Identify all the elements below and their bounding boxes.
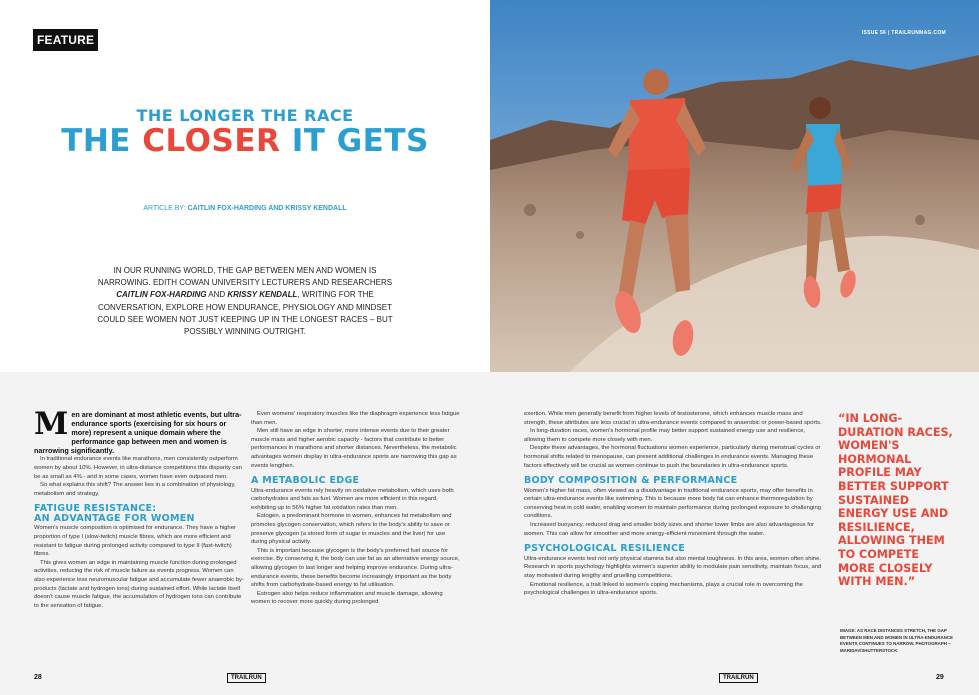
page-number-left: 28 bbox=[34, 674, 42, 681]
body-paragraph: Even womens' respiratory muscles like the diaphragm experience less fatigue than men. bbox=[251, 411, 460, 426]
brand-logo-right: TRAILRUN bbox=[719, 673, 758, 683]
body-paragraph: This is important because glycogen is the body's preferred fuel source for exercise. By conserving it, the body can use fat as an alternative energy source, allowing glycogen to last longer and helping improve endurance. During ultra-endurance events, these benefits become increasingly important as the body shifts from carbohydrate-based energy to fat utilisation. bbox=[251, 547, 460, 589]
body-paragraph: Women's higher fat mass, often viewed as a disadvantage in traditional endurance sports, may offer benefits in certain ultra-endurance events like swimming. This is because more body fat can enhance thermoregulation by conserving heat in cold water, enabling women to maintain performance during prolonged exposure to challenging conditions. bbox=[524, 487, 822, 520]
lead-paragraph bbox=[34, 406, 244, 456]
body-paragraph: Ultra-endurance events test not only physical stamina but also mental toughness. In this area, women often shine. Research in sports psychology highlights women's superior ability to modulate pain sensitivity, maintain focus, and stay motivated during lengthy and gruelling competitions. bbox=[524, 555, 822, 579]
body-paragraph: Women's muscle composition is optimised for endurance. They have a higher proportion of type I (slow-twitch) muscle fibres, which are more efficient and resistant to fatigue during prolonged activity compared to type II (fast-twitch) fibres. bbox=[34, 525, 236, 558]
byline-authors: CAITLIN FOX-HARDING AND KRISSY KENDALL bbox=[187, 205, 347, 212]
body-paragraph: In long-duration races, women's hormonal profile may better support sustained energy use and resilience, allowing them to compete more closely with men. bbox=[524, 428, 806, 443]
intro-author-1: CAITLIN FOX-HARDING bbox=[116, 290, 207, 300]
runners-illustration bbox=[490, 0, 979, 372]
subheading-metabolic: A METABOLIC EDGE bbox=[251, 475, 360, 487]
column-1 bbox=[34, 406, 244, 610]
body-paragraph: Increased buoyancy, reduced drag and smaller body sizes and shorter lower limbs are also advantageous for women. This can allow for smoother and more energy-efficient movement through the water. bbox=[524, 522, 815, 537]
pull-quote: “IN LONG-DURATION RACES, WOMEN'S HORMONAL PROFILE MAY BETTER SUPPORT SUSTAINED ENERGY USE AND RESILIENCE, ALLOWING THEM TO COMPETE MORE CLOSELY WITH MEN.” bbox=[838, 412, 953, 589]
intro-part-3: , WRITING FOR THE CONVERSATION, EXPLORE HOW ENDURANCE, PHYSIOLOGY AND MINDSET COULD SEE WOMEN NOT JUST KEEPING UP IN THE LONGEST RACES – BUT POSSIBLY WINNING OUTRIGHT. bbox=[97, 290, 393, 337]
body-paragraph: In traditional endurance events like marathons, men consistently outperform women by about 10%. However, in ultra-distance competitions this disparity can be as small as 4% - and in some cases, women have even outpaced men. bbox=[34, 456, 242, 480]
subheading-body-composition: BODY COMPOSITION & PERFORMANCE bbox=[524, 475, 738, 487]
body-paragraph: exertion. While men generally benefit from higher levels of testosterone, which enhances muscle mass and strength, these attributes are less crucial in ultra-endurance events compared to anaerobic or power-based sports. bbox=[524, 411, 822, 426]
subheading-fatigue bbox=[34, 504, 244, 523]
title-word-the: THE bbox=[61, 123, 131, 159]
body-paragraph: Estogen, a predominant hormone in women, enhances fat metabolism and promotes glycogen conservation, which refers to the body's ability to save or preserve glycogen (a stored form of sugar in muscles and the liver) for use during physical activity. bbox=[251, 513, 452, 546]
lead-text: en are dominant at most athletic events, but ultra-endurance sports (exercising for six hours or more) represent a unique domain where the performance gap between men and women is narrowing significantly. bbox=[34, 410, 242, 456]
photo-caption: IMAGE: AS RACE DISTANCES STRETCH, THE GAP BETWEEN MEN AND WOMEN IN ULTRA-ENDURANCE EVENTS CONTINUES TO NARROW. PHOTOGRAPH – MARIDAV/SHUTTERSTOCK bbox=[840, 628, 953, 653]
subheading-fatigue-line-1: FATIGUE RESISTANCE: bbox=[34, 503, 157, 515]
byline-label: ARTICLE BY: bbox=[143, 205, 186, 212]
body-paragraph: Men still have an edge in shorter, more intense events due to their greater muscle mass and higher aerobic capacity - factors that contribute to better performances in marathons and shorter distances. Nevertheless, the metabolic advantages women display in ultra-endurance sports are narrowing this gap as events lengthen. bbox=[251, 428, 457, 469]
body-paragraph: This gives women an edge in maintaining muscle function during prolonged activities, reducing the risk of muscle failure as events progress. Women can also experience less neuromuscular fatigue and accumulate fewer anaerobic by-products (lactate and hydrogen ions) during sustained effort. While lactate itself doesn't cause muscle fatigue, the accumulation of hydrogen ions can contribute to the sensation of fatigue. bbox=[34, 559, 244, 609]
page-number-right: 29 bbox=[936, 674, 944, 681]
issue-info: ISSUE 56 | TRAILRUNMAG.COM bbox=[861, 30, 946, 36]
title-line-1: THE LONGER THE RACE bbox=[136, 106, 354, 125]
subheading-psychological: PSYCHOLOGICAL RESILIENCE bbox=[524, 543, 686, 555]
body-paragraph: Despite these advantages, the hormonal fluctuations women experience, particularly during menstrual cycles or hormonal shifts related to menopause, can present additional challenges in endurance events. Managing these factors effectively will be crucial as women continue to push the boundaries in ultra-endurance sports. bbox=[524, 445, 821, 469]
byline bbox=[0, 205, 490, 212]
intro-standfirst bbox=[95, 265, 395, 338]
hero-photo bbox=[490, 0, 979, 372]
intro-part-1: IN OUR RUNNING WORLD, THE GAP BETWEEN MEN AND WOMEN IS NARROWING. EDITH COWAN UNIVERSITY LECTURERS AND RESEARCHERS bbox=[97, 266, 393, 288]
body-paragraph: Estrogen also helps reduce inflammation and muscle damage, allowing women to recover more quickly during prolonged bbox=[251, 590, 443, 606]
section-tag: FEATURE bbox=[33, 29, 98, 51]
title-word-closer: CLOSER bbox=[142, 123, 281, 159]
subheading-fatigue-line-2: AN ADVANTAGE FOR WOMEN bbox=[34, 512, 195, 524]
body-paragraph: Ultra-endurance events rely heavily on oxidative metabolism, which uses both carbohydrates and fats as fuel. Women are more efficient in this regard, exhibiting up to 56% higher fat oxidation rates than men. bbox=[251, 487, 454, 511]
column-3 bbox=[524, 410, 824, 598]
drop-cap: M bbox=[34, 406, 69, 442]
intro-part-2: AND bbox=[206, 290, 228, 300]
title-line-2 bbox=[0, 124, 490, 158]
intro-author-2: KRISSY KENDALL bbox=[227, 290, 298, 300]
body-paragraph: So what explains this shift? The answer lies in a combination of physiology, metabolism and strategy. bbox=[34, 482, 236, 497]
title-word-it-gets: IT GETS bbox=[291, 123, 429, 159]
body-paragraph: Emotional resilience, a trait linked to women's coping mechanisms, plays a crucial role in overcoming the psychological challenges in ultra-endurance sports. bbox=[524, 581, 803, 597]
brand-logo-left: TRAILRUN bbox=[227, 673, 266, 683]
column-2 bbox=[251, 410, 461, 607]
